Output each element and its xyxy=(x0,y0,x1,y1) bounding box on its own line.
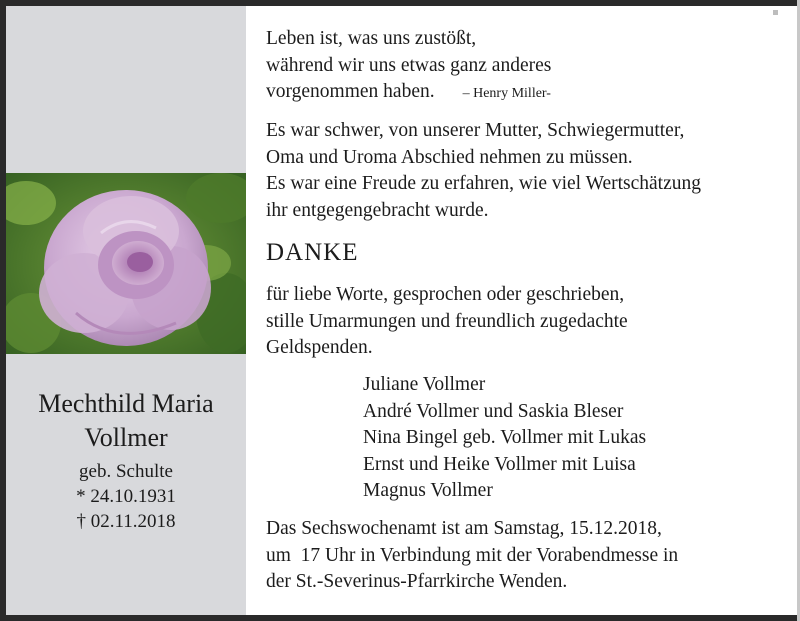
intro-line: ihr entgegengebracht wurde. xyxy=(266,199,489,221)
intro-line: Es war schwer, von unserer Mutter, Schwiegermutter, xyxy=(266,120,685,141)
service-line: der St.-Severinus-Pfarrkirche Wenden. xyxy=(266,571,568,592)
service-paragraph xyxy=(266,516,678,596)
thanks-line: für liebe Worte, gesprochen oder geschrieben, xyxy=(266,284,625,305)
birth-date: * 24.10.1931 xyxy=(76,486,176,507)
service-line: um 17 Uhr in Verbindung mit der Vorabendmesse in xyxy=(266,544,679,566)
death-date: † 02.11.2018 xyxy=(76,511,176,532)
corner-mark xyxy=(773,10,778,15)
intro-paragraph xyxy=(266,118,701,224)
deceased-name-last: Vollmer xyxy=(84,423,168,452)
maiden-name: geb. Schulte xyxy=(79,461,173,482)
frame-border-bottom xyxy=(0,615,800,621)
thanks-line: stille Umarmungen und freundlich zugedachte xyxy=(266,310,628,332)
danke-heading: DANKE xyxy=(266,239,359,266)
signer-item: Juliane Vollmer xyxy=(363,374,486,395)
rose-image xyxy=(6,173,246,354)
signer-item: Nina Bingel geb. Vollmer mit Lukas xyxy=(363,427,647,449)
frame-border-top xyxy=(0,0,800,6)
quote-author: – Henry Miller- xyxy=(462,86,551,101)
quote-line-text: vorgenommen haben. xyxy=(266,81,435,102)
signer-item: André Vollmer und Saskia Bleser xyxy=(363,400,624,422)
thanks-paragraph xyxy=(266,282,628,362)
signer-item: Ernst und Heike Vollmer mit Luisa xyxy=(363,453,636,475)
thanks-line: Geldspenden. xyxy=(266,337,373,358)
signer-item: Magnus Vollmer xyxy=(363,480,493,502)
deceased-name-first: Mechthild Maria xyxy=(38,389,214,418)
signers-list xyxy=(363,372,646,505)
quote-line: Leben ist, was uns zustößt, xyxy=(266,28,477,49)
intro-line: Es war eine Freude zu erfahren, wie viel Wertschätzung xyxy=(266,173,702,194)
quote-block xyxy=(266,26,551,108)
frame-border-left xyxy=(0,0,6,621)
intro-line: Oma und Uroma Abschied nehmen zu müssen. xyxy=(266,146,633,168)
quote-line: während wir uns etwas ganz anderes xyxy=(266,54,552,76)
service-line: Das Sechswochenamt ist am Samstag, 15.12.2018, xyxy=(266,518,662,539)
deceased-info xyxy=(6,387,246,534)
quote-line xyxy=(266,79,551,108)
